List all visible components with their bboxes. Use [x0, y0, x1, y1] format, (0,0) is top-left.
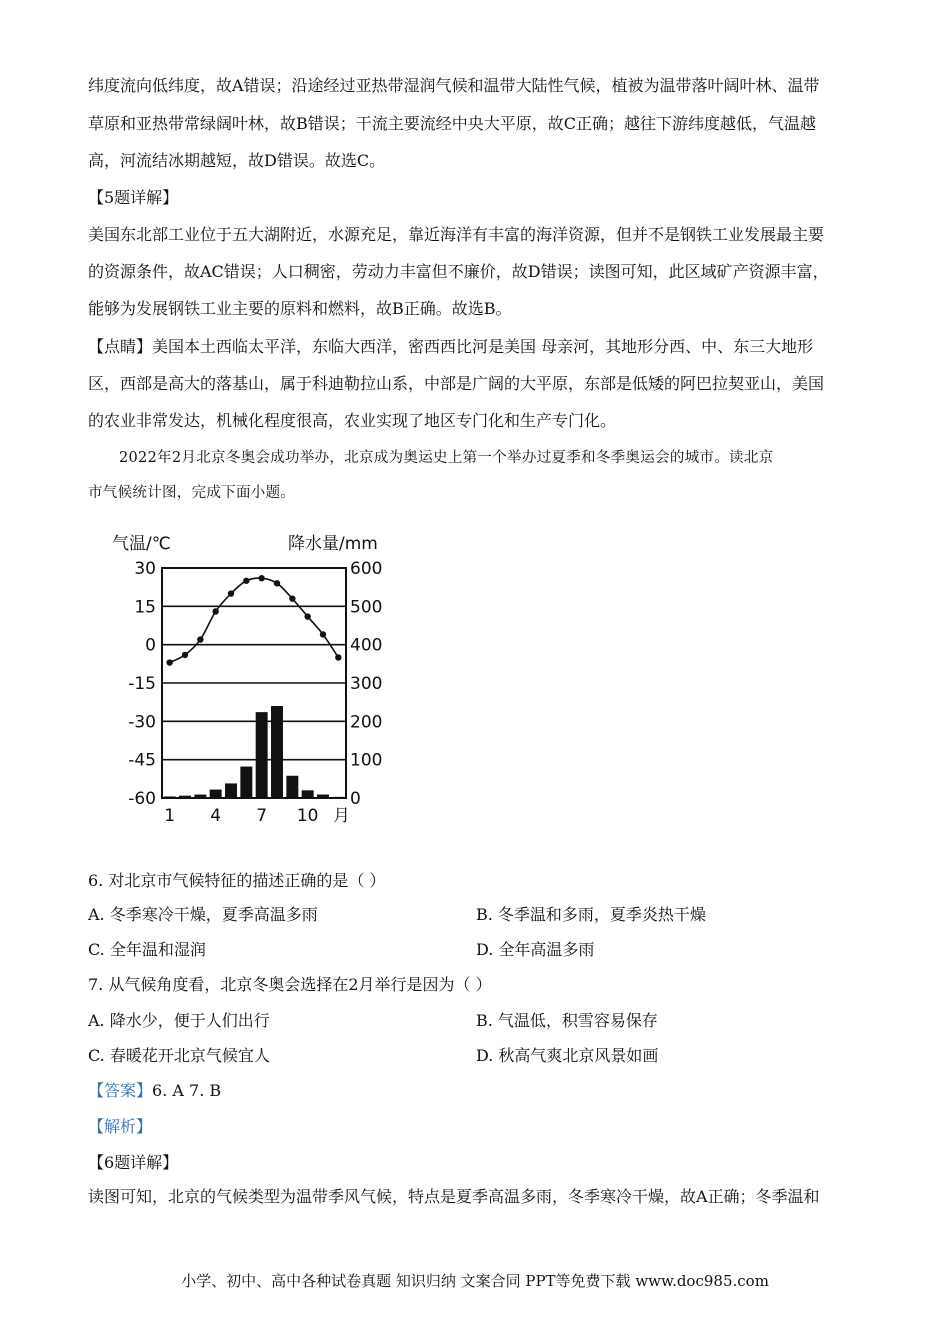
- precipitation-tick-label: 600: [350, 559, 383, 579]
- precipitation-bar: [194, 795, 206, 798]
- q6-option-c[interactable]: C. 全年温和湿润: [88, 940, 206, 959]
- temperature-tick-label: 15: [134, 597, 156, 618]
- answer-text: 6. A 7. B: [152, 1081, 222, 1100]
- precipitation-bar: [286, 776, 298, 798]
- month-tick-label: 1: [164, 806, 176, 826]
- paragraph-line: 的资源条件，故AC错误；人口稠密，劳动力丰富但不廉价，故D错误；读图可知，此区域矿产资源丰富，: [88, 262, 829, 281]
- paragraph-line: 美国东北部工业位于五大湖附近，水源充足，靠近海洋有丰富的海洋资源，但并不是钢铁工业发展最主要: [88, 225, 825, 244]
- temperature-point: [335, 654, 341, 660]
- precipitation-bar: [302, 790, 314, 798]
- precipitation-axis-label: 降水量/mm: [288, 534, 378, 554]
- q6-option-d[interactable]: D. 全年高温多雨: [476, 940, 595, 959]
- q6-stem: 6. 对北京市气候特征的描述正确的是（ ）: [88, 871, 386, 890]
- question-intro: 市气候统计图，完成下面小题。: [88, 485, 296, 501]
- temperature-point: [212, 608, 218, 614]
- precipitation-bar: [256, 712, 268, 798]
- analysis-label: 【解析】: [88, 1117, 153, 1136]
- temperature-point: [243, 578, 249, 584]
- paragraph-line: 读图可知，北京的气候类型为温带季风气候，特点是夏季高温多雨，冬季寒冷干燥，故A正确；冬季温和: [88, 1187, 820, 1206]
- paragraph-line: 高，河流结冰期越短，故D错误。故选C。: [88, 151, 386, 170]
- precipitation-bar: [332, 797, 344, 798]
- temperature-tick-label: 30: [134, 559, 156, 579]
- temperature-tick-label: -15: [128, 674, 156, 694]
- paragraph-line: 区，西部是高大的落基山，属于科迪勒拉山系，中部是广阔的大平原，东部是低矮的阿巴拉契亚山，美国: [88, 374, 825, 393]
- temperature-point: [166, 659, 172, 665]
- temperature-point: [228, 590, 234, 596]
- temperature-point: [289, 595, 295, 601]
- temperature-curve: [170, 578, 339, 662]
- precipitation-tick-label: 200: [350, 712, 383, 733]
- q7-option-b[interactable]: B. 气温低，积雪容易保存: [476, 1011, 658, 1030]
- precipitation-tick-label: 300: [350, 674, 383, 694]
- answer-line: [88, 1081, 221, 1101]
- precipitation-bar: [210, 790, 222, 798]
- temperature-axis-label: 气温/℃: [112, 534, 171, 554]
- precipitation-bar: [240, 767, 252, 798]
- precipitation-bar: [164, 796, 176, 798]
- page-footer: 小学、初中、高中各种试卷真题 知识归纳 文案合同 PPT等免费下载 www.doc985.com: [181, 1272, 769, 1290]
- q6-option-a[interactable]: A. 冬季寒冷干燥，夏季高温多雨: [88, 905, 318, 924]
- section-heading-6: 【6题详解】: [88, 1153, 179, 1172]
- temperature-point: [320, 631, 326, 637]
- paragraph-line: 草原和亚热带常绿阔叶林，故B错误；干流主要流经中央大平原，故C正确；越往下游纬度越低，气温越: [88, 114, 817, 133]
- month-tick-label: 7: [256, 806, 268, 826]
- paragraph-line: 能够为发展钢铁工业主要的原料和燃料，故B正确。故选B。: [88, 299, 512, 318]
- q7-option-d[interactable]: D. 秋高气爽北京风景如画: [476, 1046, 659, 1065]
- climate-chart: [112, 525, 402, 835]
- temperature-point: [258, 575, 264, 581]
- temperature-tick-label: -45: [128, 750, 156, 771]
- temperature-point: [274, 580, 280, 586]
- paragraph-line: 的农业非常发达，机械化程度很高，农业实现了地区专门化和生产专门化。: [88, 411, 617, 430]
- q7-option-c[interactable]: C. 春暖花开北京气候宜人: [88, 1046, 270, 1065]
- answer-label: 【答案】: [88, 1081, 153, 1100]
- precipitation-bar: [317, 795, 329, 798]
- temperature-tick-label: 0: [145, 635, 156, 656]
- precipitation-tick-label: 0: [350, 789, 361, 809]
- month-tick-label: 4: [210, 806, 222, 826]
- precipitation-tick-label: 100: [350, 750, 383, 771]
- temperature-point: [197, 636, 203, 642]
- precipitation-bar: [179, 796, 191, 798]
- precipitation-tick-label: 400: [350, 635, 383, 656]
- q6-option-b[interactable]: B. 冬季温和多雨，夏季炎热干燥: [476, 905, 706, 924]
- month-tick-label: 10: [296, 806, 319, 826]
- precipitation-bar: [271, 706, 283, 798]
- section-heading-5: 【5题详解】: [88, 188, 179, 207]
- temperature-tick-label: -60: [128, 789, 156, 809]
- paragraph-line: 【点睛】美国本土西临太平洋，东临大西洋，密西西比河是美国 母亲河，其地形分西、中、东三大地形: [88, 337, 814, 356]
- q7-option-a[interactable]: A. 降水少，便于人们出行: [88, 1011, 270, 1030]
- precipitation-tick-label: 500: [350, 597, 383, 618]
- q7-stem: 7. 从气候角度看，北京冬奥会选择在2月举行是因为（ ）: [88, 975, 492, 994]
- paragraph-line: 纬度流向低纬度，故A错误；沿途经过亚热带湿润气候和温带大陆性气候，植被为温带落叶阔叶林、温带: [88, 76, 820, 95]
- temperature-point: [182, 652, 188, 658]
- temperature-tick-label: -30: [128, 712, 156, 733]
- question-intro: 2022年2月北京冬奥会成功举办，北京成为奥运史上第一个举办过夏季和冬季奥运会的城市。读北京: [119, 450, 774, 466]
- month-unit-label: 月: [333, 806, 350, 826]
- precipitation-bar: [225, 783, 237, 798]
- temperature-point: [304, 613, 310, 619]
